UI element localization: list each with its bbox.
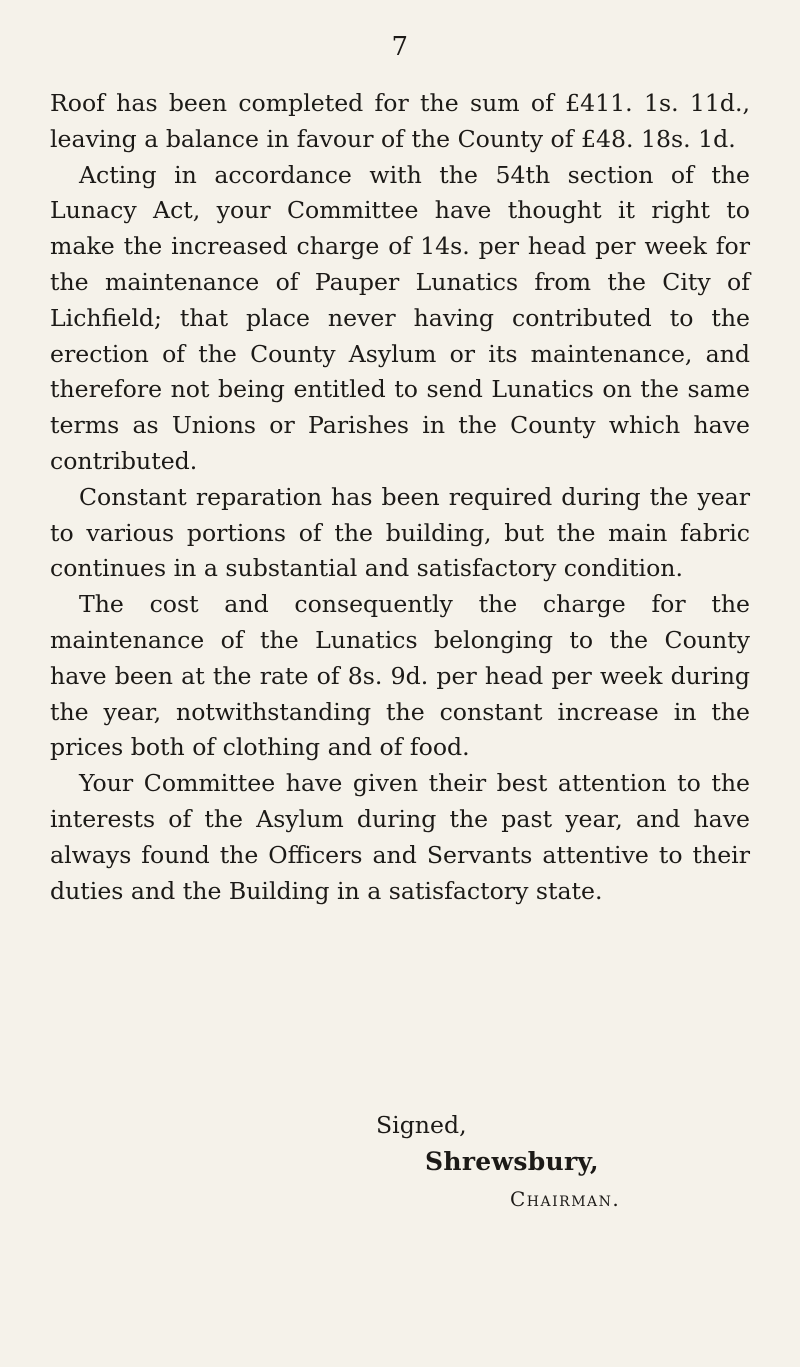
signature-name: Shrewsbury,: [425, 1147, 599, 1176]
paragraph-committee-attention: Your Committee have given their best attention to the interests of the Asylum during the past year, and have always found the Officers and Servants attentive to their duties and the Building in a satisfactory state.: [50, 769, 750, 905]
report-body: [50, 86, 750, 909]
page-number: 7: [391, 32, 409, 62]
paragraph-reparation: Constant reparation has been required during the year to various portions of the building, but the main fabric continues in a substantial and satisfactory condition.: [50, 482, 750, 583]
paragraph-roof-balance: Roof has been completed for the sum of £411. 1s. 11d., leaving a balance in favour of the County of £48. 18s. 1d.: [50, 89, 750, 153]
paragraph-maintenance-cost: The cost and consequently the charge for the maintenance of the Lunatics belonging to the County have been at the rate of 8s. 9d. per head per week during the year, notwithstanding the constant increase in the prices both of clothing and of food.: [50, 590, 750, 762]
signature-signed: Signed,: [376, 1111, 467, 1139]
signature-title: Chairman.: [510, 1187, 621, 1211]
paragraph-lunacy-act: Acting in accordance with the 54th section of the Lunacy Act, your Committee have thought it right to make the increased charge of 14s. per head per week for the maintenance of Pauper Lunatics from the City of Lichfield; that place never having contributed to the erection of the County Asylum or its maintenance, and therefore not being entitled to send Lunatics on the same terms as Unions or Parishes in the County which have contributed.: [50, 160, 750, 475]
